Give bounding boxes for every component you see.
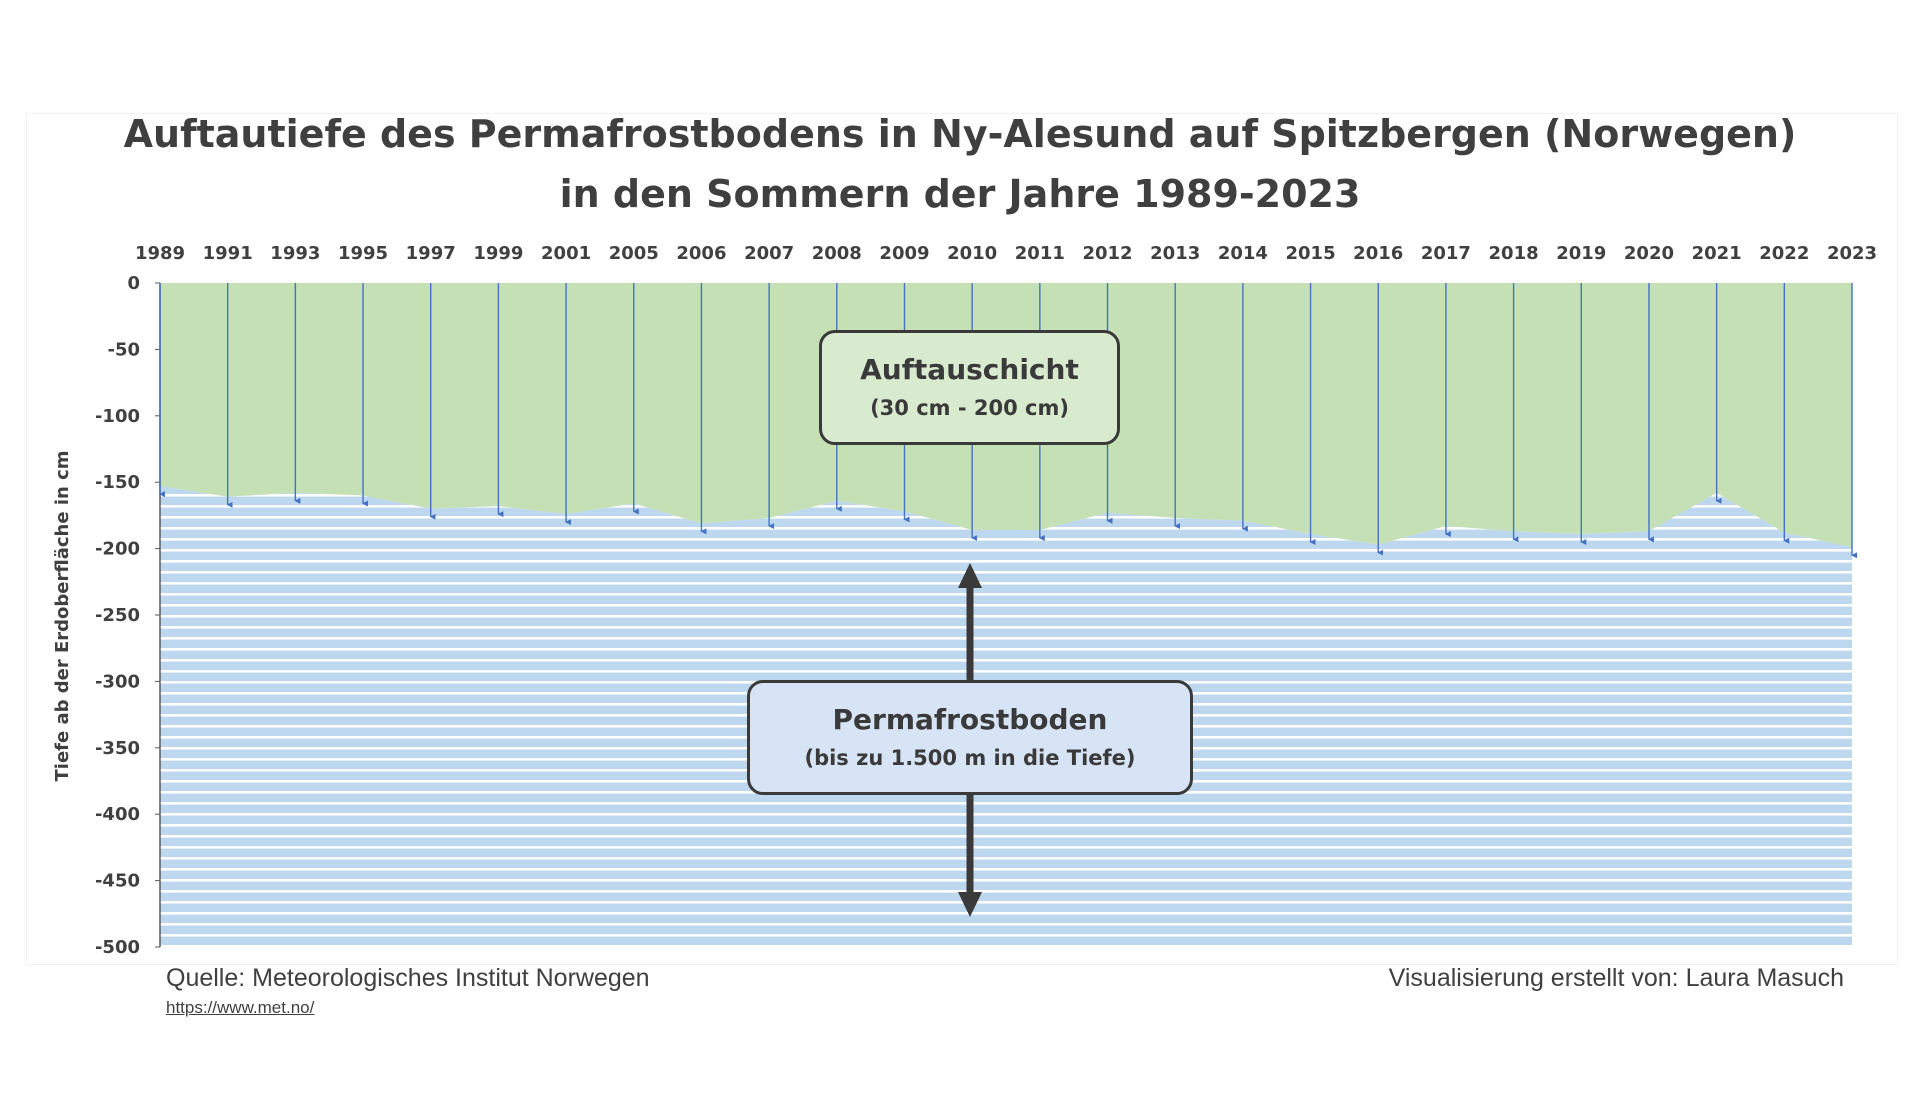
x-tick-label: 2001 <box>541 243 592 264</box>
x-tick-label: 1991 <box>202 243 253 264</box>
x-tick-label: 2019 <box>1556 243 1607 264</box>
chart-title-line-1: Auftautiefe des Permafrostbodens in Ny-Alesund auf Spitzbergen (Norwegen) <box>123 112 1797 156</box>
permafrost-depth: (bis zu 1.500 m in die Tiefe) <box>804 746 1136 770</box>
y-tick-label: -500 <box>94 937 140 958</box>
x-tick-label: 1989 <box>134 243 186 264</box>
x-tick-label: 2014 <box>1217 243 1268 264</box>
thaw-layer-range: (30 cm - 200 cm) <box>870 396 1069 420</box>
x-tick-label: 2018 <box>1488 243 1539 264</box>
chart-title-line-2: in den Sommern der Jahre 1989-2023 <box>559 172 1361 216</box>
thaw-layer-title: Auftauschicht <box>860 353 1079 386</box>
source-label: Quelle: Meteorologisches Institut Norwegen <box>166 964 650 992</box>
x-tick-label: 2009 <box>879 243 930 264</box>
source-url-link[interactable]: https://www.met.no/ <box>166 998 315 1017</box>
y-tick-label: -50 <box>107 339 140 361</box>
x-tick-label: 2016 <box>1353 243 1404 264</box>
x-tick-label: 2011 <box>1014 243 1065 264</box>
x-tick-label: 2006 <box>676 243 727 264</box>
thaw-layer-label <box>819 330 1120 445</box>
x-tick-label: 2017 <box>1420 243 1471 264</box>
x-tick-label: 2012 <box>1082 243 1133 264</box>
x-tick-label: 2023 <box>1826 243 1878 264</box>
x-tick-label: 2020 <box>1623 243 1675 264</box>
x-tick-label: 2013 <box>1150 243 1201 264</box>
x-tick-label: 1993 <box>270 243 321 264</box>
y-tick-label: -300 <box>94 671 140 693</box>
y-tick-label: -400 <box>94 804 140 826</box>
y-tick-label: -150 <box>94 472 140 494</box>
x-tick-label: 2015 <box>1285 243 1336 264</box>
y-tick-label: -100 <box>94 405 140 427</box>
y-tick-label: -350 <box>94 737 140 759</box>
x-tick-label: 1999 <box>473 243 524 264</box>
y-tick-label: 0 <box>127 273 140 294</box>
y-tick-label: -250 <box>94 605 140 626</box>
x-tick-label: 2021 <box>1691 243 1742 264</box>
x-tick-label: 1997 <box>405 243 456 264</box>
x-tick-label: 2022 <box>1759 243 1810 264</box>
y-axis-title: Tiefe ab der Erdoberfläche in cm <box>52 450 73 782</box>
x-tick-label: 2007 <box>744 243 795 264</box>
permafrost-label <box>747 680 1193 795</box>
y-tick-label: -450 <box>94 870 140 892</box>
credit-label: Visualisierung erstellt von: Laura Masuch <box>1388 964 1844 992</box>
x-tick-label: 2005 <box>608 243 659 264</box>
x-tick-label: 2008 <box>811 243 862 264</box>
y-tick-label: -200 <box>94 538 140 560</box>
x-tick-label: 2010 <box>947 243 998 264</box>
permafrost-title: Permafrostboden <box>832 703 1108 736</box>
x-tick-label: 1995 <box>337 243 389 264</box>
